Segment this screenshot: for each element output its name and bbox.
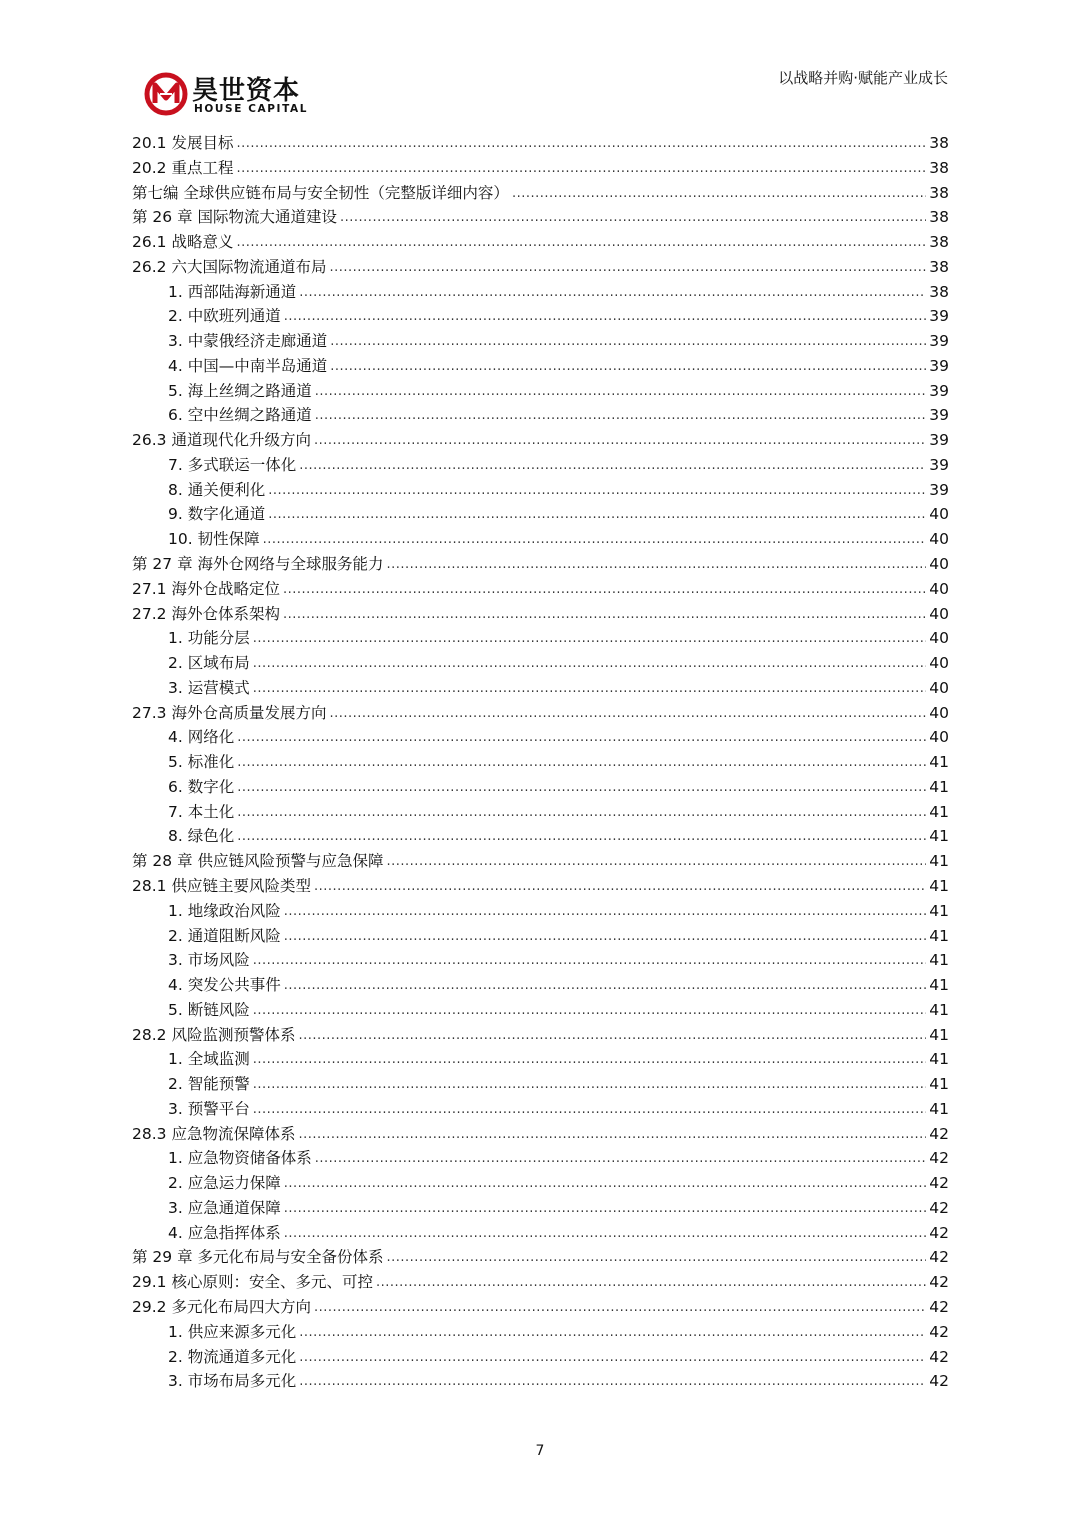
toc-leader-dots [284,923,927,950]
toc-entry-page: 39 [929,455,949,474]
toc-leader-dots [237,749,926,776]
toc-leader-dots [284,303,927,330]
toc-entry[interactable] [132,403,949,428]
toc-entry-title: 5. 海上丝绸之路通道 [168,381,312,400]
toc-entry-title: 27.2 海外仓体系架构 [132,604,280,623]
toc-entry-title: 6. 数字化 [168,777,235,796]
toc-entry[interactable] [132,131,949,156]
toc-entry-page: 42 [929,1223,949,1242]
toc-entry-page: 39 [929,431,949,450]
toc-entry-title: 20.1 发展目标 [132,134,234,152]
toc-entry-page: 39 [929,356,949,375]
toc-entry-page: 41 [929,926,949,945]
toc-entry[interactable] [132,502,949,527]
toc-entry-title: 7. 多式联运一体化 [168,455,297,474]
toc-entry[interactable] [132,676,949,701]
toc-leader-dots [315,402,927,429]
toc-entry[interactable] [132,849,949,874]
toc-entry-title: 3. 预警平台 [168,1099,250,1118]
toc-entry[interactable] [132,354,949,379]
toc-entry-page: 41 [929,1075,949,1094]
toc-entry-page: 41 [929,951,949,970]
toc-entry-page: 41 [929,1000,949,1019]
toc-leader-dots [284,1170,927,1197]
toc-entry-title: 6. 空中丝绸之路通道 [168,406,312,425]
toc-leader-dots [329,254,926,281]
toc-entry-page: 40 [929,728,949,747]
toc-entry-title: 4. 应急指挥体系 [168,1223,281,1242]
toc-entry-title: 29.1 核心原则：安全、多元、可控 [132,1273,373,1292]
toc-entry-page: 40 [929,604,949,623]
toc-entry-page: 38 [929,208,949,227]
toc-entry-page: 40 [929,629,949,648]
toc-leader-dots [236,155,926,182]
toc-entry-title: 28.3 应急物流保障体系 [132,1124,296,1143]
toc-entry-page: 38 [929,282,949,301]
page-number: 7 [535,1443,545,1459]
toc-leader-dots [330,353,926,380]
toc-entry-title: 26.3 通道现代化升级方向 [132,431,311,450]
toc-entry-title: 第七编 全球供应链布局与安全韧性（完整版详细内容） [132,183,509,202]
toc-entry[interactable] [132,725,949,750]
toc-entry[interactable] [132,750,949,775]
toc-entry-title: 4. 突发公共事件 [168,976,281,995]
toc-leader-dots [376,1269,926,1296]
toc-entry[interactable] [132,329,949,354]
toc-entry-page: 40 [929,555,949,574]
toc-entry-page: 42 [929,1124,949,1143]
toc-entry[interactable] [132,280,949,305]
toc-entry-title: 2. 应急运力保障 [168,1174,281,1193]
toc-entry[interactable] [132,230,949,255]
toc-entry[interactable] [132,453,949,478]
toc-entry-title: 5. 断链风险 [168,1000,250,1019]
toc-leader-dots [298,1022,926,1049]
toc-entry-title: 3. 运营模式 [168,678,250,697]
toc-leader-dots [387,1244,927,1271]
toc-entry-page: 42 [929,1248,949,1267]
toc-entry-page: 40 [929,505,949,524]
toc-entry[interactable] [132,1023,949,1048]
toc-entry-page: 41 [929,901,949,920]
header-slogan: 以战略并购·赋能产业成长 [778,69,948,87]
toc-leader-dots [236,229,926,256]
toc-entry[interactable] [132,824,949,849]
house-capital-logo-icon [144,72,188,116]
toc-entry-title: 9. 数字化通道 [168,505,266,524]
toc-entry-title: 1. 地缘政治风险 [168,901,281,920]
toc-entry-page: 39 [929,307,949,326]
toc-entry-page: 41 [929,852,949,871]
logo-chinese-name: 昊世资本 [192,76,301,106]
toc-entry[interactable] [132,181,949,206]
toc-entry[interactable] [132,1320,949,1345]
toc-entry-page: 38 [929,183,949,202]
toc-leader-dots [298,1121,926,1148]
toc-entry[interactable] [132,527,949,552]
toc-leader-dots [284,898,927,925]
toc-entry[interactable] [132,304,949,329]
toc-leader-dots [253,1071,927,1098]
toc-leader-dots [299,279,926,306]
toc-leader-dots [283,576,926,603]
toc-entry-title: 1. 应急物资储备体系 [168,1149,312,1168]
toc-entry-page: 39 [929,332,949,351]
toc-leader-dots [253,650,927,677]
toc-entry[interactable] [132,1196,949,1221]
toc-entry-page: 42 [929,1297,949,1316]
toc-leader-dots [330,328,926,355]
toc-entry[interactable] [132,626,949,651]
toc-entry-title: 2. 中欧班列通道 [168,307,281,326]
toc-entry[interactable] [132,1072,949,1097]
toc-entry-title: 2. 区域布局 [168,654,250,673]
toc-entry-page: 41 [929,753,949,772]
toc-entry-page: 41 [929,777,949,796]
toc-entry-title: 第 26 章 国际物流大通道建设 [132,208,338,227]
toc-entry-title: 8. 通关便利化 [168,480,266,499]
toc-entry-title: 2. 智能预警 [168,1075,250,1094]
toc-leader-dots [236,130,926,157]
toc-leader-dots [263,526,927,553]
toc-entry[interactable] [132,1221,949,1246]
toc-entry-title: 26.2 六大国际物流通道布局 [132,257,327,276]
toc-entry[interactable] [132,651,949,676]
toc-leader-dots [340,204,926,231]
toc-entry[interactable] [132,379,949,404]
toc-entry-page: 41 [929,1099,949,1118]
toc-leader-dots [299,452,926,479]
toc-entry-title: 28.1 供应链主要风险类型 [132,876,311,895]
toc-entry-page: 42 [929,1322,949,1341]
toc-leader-dots [268,477,926,504]
toc-entry-page: 41 [929,876,949,895]
toc-entry-page: 42 [929,1372,949,1391]
toc-leader-dots [299,1344,926,1371]
toc-entry[interactable] [132,1097,949,1122]
toc-leader-dots [387,551,927,578]
toc-leader-dots [283,601,926,628]
toc-entry[interactable] [132,205,949,230]
toc-entry-page: 42 [929,1198,949,1217]
toc-entry[interactable] [132,478,949,503]
toc-entry[interactable] [132,1270,949,1295]
toc-leader-dots [314,427,926,454]
toc-entry-title: 20.2 重点工程 [132,158,234,177]
toc-entry[interactable] [132,800,949,825]
toc-entry-title: 7. 本土化 [168,802,235,821]
toc-entry[interactable] [132,577,949,602]
toc-leader-dots [329,700,926,727]
logo [144,72,324,120]
toc-entry[interactable] [132,701,949,726]
toc-entry[interactable] [132,255,949,280]
toc-entry[interactable] [132,874,949,899]
toc-entry-page: 42 [929,1347,949,1366]
toc-entry-page: 39 [929,406,949,425]
toc-entry-title: 第 28 章 供应链风险预警与应急保障 [132,852,384,871]
toc-entry[interactable] [132,998,949,1023]
toc-leader-dots [299,1319,926,1346]
toc-entry-page: 42 [929,1149,949,1168]
toc-entry-page: 39 [929,480,949,499]
toc-entry[interactable] [132,899,949,924]
toc-entry[interactable] [132,602,949,627]
toc-entry[interactable] [132,775,949,800]
toc-entry[interactable] [132,552,949,577]
toc-entry[interactable] [132,973,949,998]
toc-entry[interactable] [132,948,949,973]
toc-entry-page: 40 [929,530,949,549]
toc-entry-page: 40 [929,678,949,697]
toc-entry-page: 41 [929,802,949,821]
toc-entry-title: 27.1 海外仓战略定位 [132,579,280,598]
toc-entry[interactable] [132,428,949,453]
toc-entry-title: 27.3 海外仓高质量发展方向 [132,703,327,722]
toc-entry-page: 42 [929,1273,949,1292]
toc-entry-page: 40 [929,579,949,598]
toc-entry-title: 1. 全域监测 [168,1050,250,1069]
toc-entry-title: 1. 供应来源多元化 [168,1322,297,1341]
toc-entry-title: 3. 中蒙俄经济走廊通道 [168,332,328,351]
toc-leader-dots [512,180,926,207]
toc-entry-title: 29.2 多元化布局四大方向 [132,1297,311,1316]
table-of-contents [132,131,949,1394]
toc-leader-dots [315,378,927,405]
toc-leader-dots [253,947,927,974]
toc-entry-page: 41 [929,1025,949,1044]
toc-entry-page: 40 [929,703,949,722]
toc-entry-title: 28.2 风险监测预警体系 [132,1025,296,1044]
toc-entry-title: 第 27 章 海外仓网络与全球服务能力 [132,555,384,574]
toc-leader-dots [237,724,926,751]
toc-entry-title: 3. 市场风险 [168,951,250,970]
toc-leader-dots [268,501,926,528]
toc-entry-title: 5. 标准化 [168,753,235,772]
toc-entry-title: 1. 西部陆海新通道 [168,282,297,301]
logo-english-name: HOUSE CAPITAL [194,103,309,115]
toc-entry-title: 3. 市场布局多元化 [168,1372,297,1391]
toc-entry[interactable] [132,1295,949,1320]
toc-leader-dots [299,1368,926,1395]
toc-leader-dots [253,997,927,1024]
toc-entry-title: 2. 物流通道多元化 [168,1347,297,1366]
toc-entry-title: 4. 网络化 [168,728,235,747]
toc-entry-page: 38 [929,233,949,252]
toc-entry[interactable] [132,1345,949,1370]
toc-entry[interactable] [132,1047,949,1072]
toc-entry-title: 1. 功能分层 [168,629,250,648]
toc-leader-dots [387,848,927,875]
toc-entry-page: 41 [929,827,949,846]
toc-entry-title: 2. 通道阻断风险 [168,926,281,945]
toc-entry-title: 10. 韧性保障 [168,530,260,549]
toc-leader-dots [284,1220,927,1247]
toc-entry-title: 3. 应急通道保障 [168,1198,281,1217]
toc-entry-page: 38 [929,257,949,276]
toc-entry-page: 40 [929,654,949,673]
toc-entry-page: 42 [929,1174,949,1193]
toc-entry[interactable] [132,1146,949,1171]
toc-leader-dots [237,774,926,801]
toc-entry[interactable] [132,156,949,181]
toc-leader-dots [253,1046,927,1073]
toc-leader-dots [284,1195,927,1222]
toc-entry-page: 38 [929,134,949,152]
toc-entry-page: 39 [929,381,949,400]
toc-entry-title: 26.1 战略意义 [132,233,234,252]
toc-leader-dots [314,873,926,900]
toc-entry-title: 8. 绿色化 [168,827,235,846]
toc-entry[interactable] [132,1171,949,1196]
toc-entry[interactable] [132,1369,949,1394]
toc-leader-dots [315,1145,927,1172]
toc-entry[interactable] [132,924,949,949]
toc-leader-dots [253,1096,927,1123]
toc-leader-dots [284,972,927,999]
toc-entry-page: 41 [929,1050,949,1069]
toc-entry[interactable] [132,1122,949,1147]
toc-leader-dots [253,675,927,702]
toc-leader-dots [237,823,926,850]
toc-leader-dots [237,799,926,826]
toc-leader-dots [314,1294,926,1321]
toc-entry-page: 38 [929,158,949,177]
toc-entry-page: 41 [929,976,949,995]
toc-entry-title: 第 29 章 多元化布局与安全备份体系 [132,1248,384,1267]
toc-entry-title: 4. 中国—中南半岛通道 [168,356,328,375]
toc-entry[interactable] [132,1245,949,1270]
toc-leader-dots [253,625,927,652]
